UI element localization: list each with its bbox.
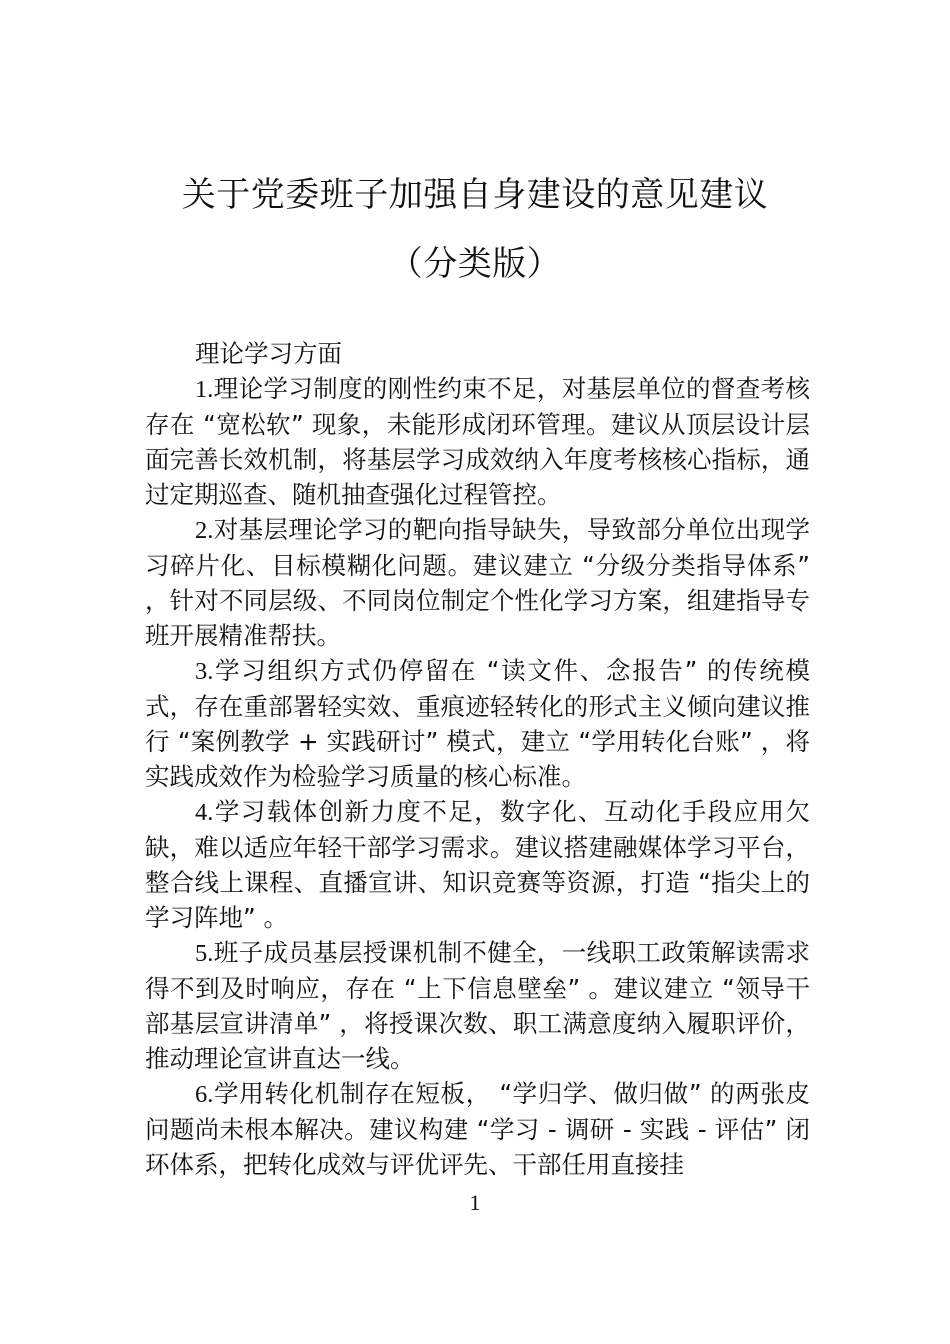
page-number: 1 xyxy=(469,1190,481,1215)
paragraph-number: 1. xyxy=(195,376,214,403)
paragraph-1 xyxy=(145,371,810,512)
section-heading: 理论学习方面 xyxy=(195,339,342,368)
document-body xyxy=(145,336,810,1182)
paragraph-2 xyxy=(145,512,810,653)
paragraph-text: 理论学习制度的刚性约束不足，对基层单位的督查考核存在 “宽松软” 现象，未能形成闭环管理。建议从顶层设计层面完善长效机制，将基层学习成效纳入年度考核核心指标，通过定期巡查、随机抽查强化过程管控。 xyxy=(145,374,810,509)
paragraph-text: 学习载体创新力度不足，数字化、互动化手段应用欠缺，难以适应年轻干部学习需求。建议搭建融媒体学习平台，整合线上课程、直播宣讲、知识竞赛等资源，打造 “指尖上的学习阵地” 。 xyxy=(145,797,810,932)
paragraph-number: 6. xyxy=(195,1081,214,1108)
paragraph-number: 5. xyxy=(195,940,214,967)
paragraph-number: 3. xyxy=(195,658,214,685)
paragraph-5 xyxy=(145,935,810,1076)
document-subtitle: （分类版） xyxy=(388,244,562,284)
paragraph-3 xyxy=(145,653,810,794)
paragraph-text: 对基层理论学习的靶向指导缺失，导致部分单位出现学习碎片化、目标模糊化问题。建议建立 “分级分类指导体系” ，针对不同层级、不同岗位制定个性化学习方案，组建指导专班开展精准帮扶。 xyxy=(145,515,810,650)
paragraph-number: 4. xyxy=(195,799,214,826)
document-title: 关于党委班子加强自身建设的意见建议 xyxy=(181,175,769,215)
paragraph-6 xyxy=(145,1076,810,1182)
paragraph-text: 学用转化机制存在短板， “学归学、做归做” 的两张皮问题尚未根本解决。建议构建 “学习 - 调研 - 实践 - 评估” 闭环体系，把转化成效与评优评先、干部任用直接挂 xyxy=(145,1079,810,1179)
paragraph-text: 班子成员基层授课机制不健全，一线职工政策解读需求得不到及时响应，存在 “上下信息壁垒” 。建议建立 “领导干部基层宣讲清单” ，将授课次数、职工满意度纳入履职评价，推动理论宣讲直达一线。 xyxy=(145,938,810,1073)
paragraph-number: 2. xyxy=(195,517,214,544)
paragraph-text: 学习组织方式仍停留在 “读文件、念报告” 的传统模式，存在重部署轻实效、重痕迹轻转化的形式主义倾向建议推行 “案例教学 + 实践研讨” 模式，建立 “学用转化台账” ，将实践成效作为检验学习质量的核心标准。 xyxy=(145,656,810,791)
paragraph-4 xyxy=(145,794,810,935)
